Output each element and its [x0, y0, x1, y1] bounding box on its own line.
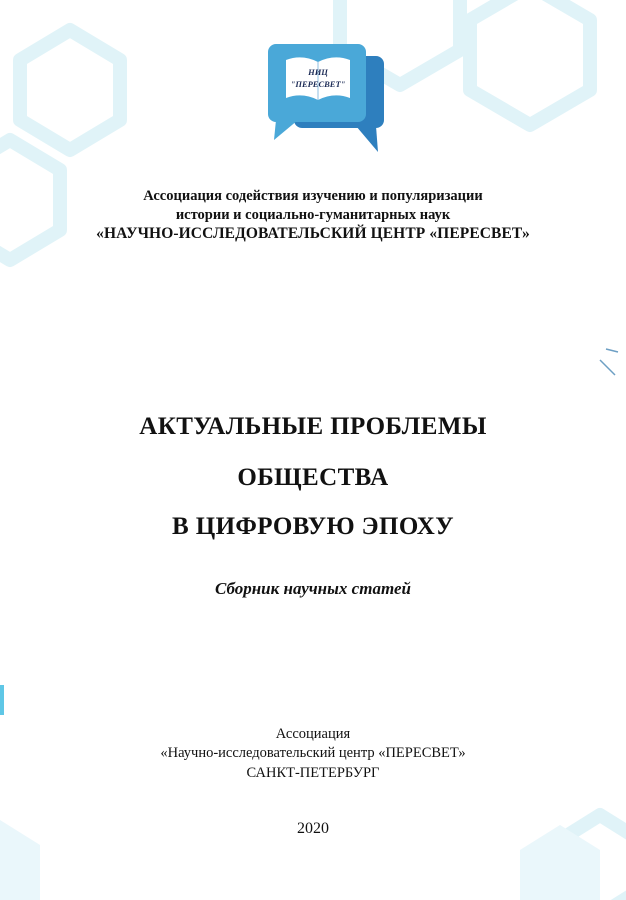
nic-peresvet-logo — [264, 42, 388, 154]
book-subtitle: Сборник научных статей — [215, 579, 411, 598]
org-name-line-2: истории и социально-гуманитарных наук — [175, 207, 451, 223]
publication-year: 2020 — [297, 820, 329, 837]
logo-line-2: "ПЕРЕСВЕТ" — [290, 79, 346, 89]
logo-line-1: НИЦ — [308, 67, 328, 77]
book-title-line-2: ОБЩЕСТВА — [237, 464, 389, 491]
publisher-line-1: Ассоциация — [275, 726, 351, 742]
publisher-line-2: «Научно-исследовательский центр «ПЕРЕСВЕТ» — [160, 745, 466, 761]
publisher-city: САНКТ-ПЕТЕРБУРГ — [246, 765, 380, 781]
org-name-line-3: «НАУЧНО-ИССЛЕДОВАТЕЛЬСКИЙ ЦЕНТР «ПЕРЕСВЕТ» — [96, 225, 530, 242]
book-title-line-1: АКТУАЛЬНЫЕ ПРОБЛЕМЫ — [139, 413, 487, 440]
book-title-line-3: В ЦИФРОВУЮ ЭПОХУ — [172, 513, 454, 540]
org-name-line-1: Ассоциация содействия изучению и популяризации — [143, 188, 483, 204]
